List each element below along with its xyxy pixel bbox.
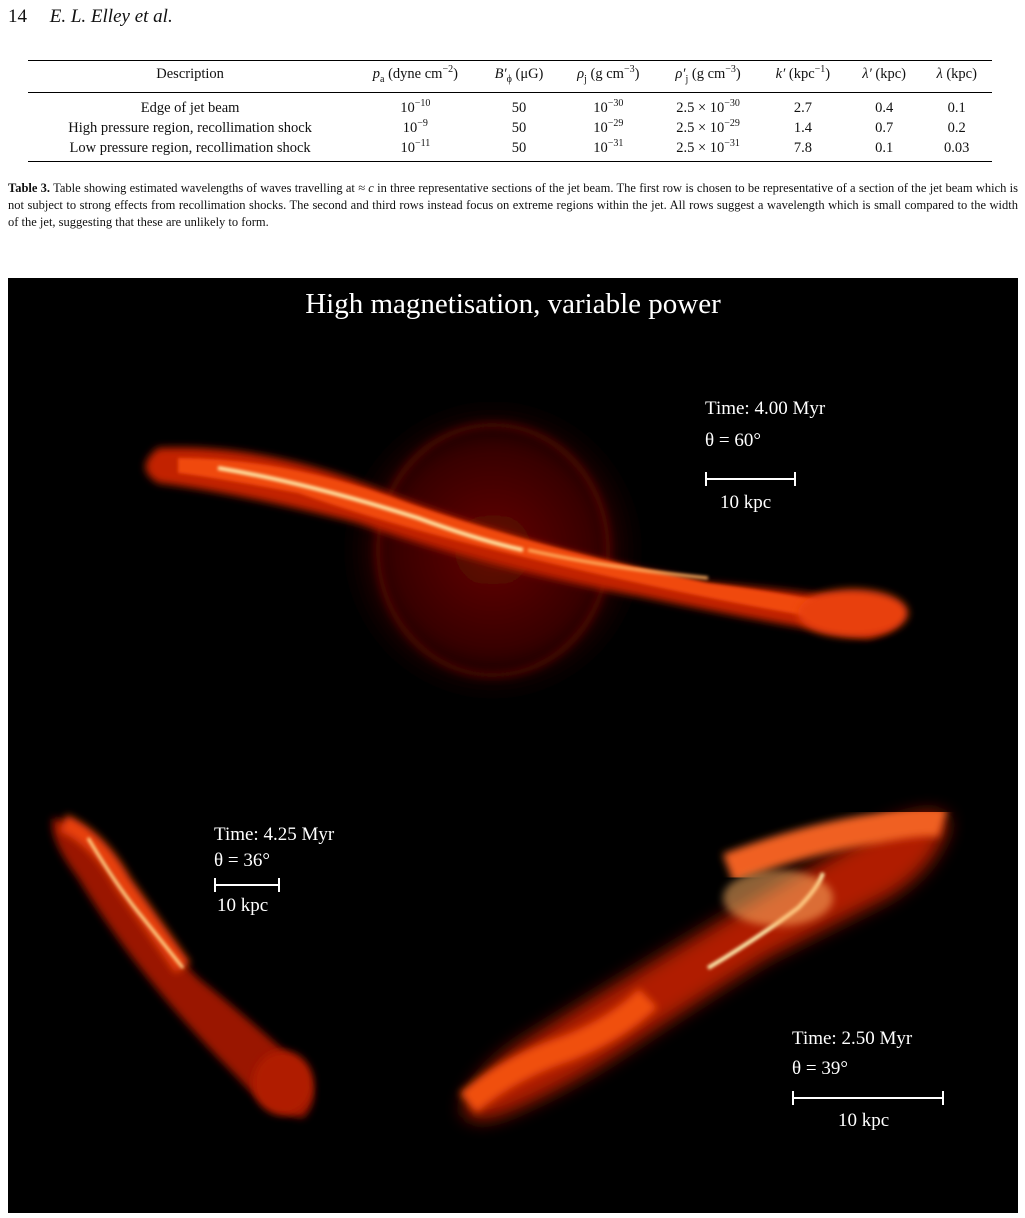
cell-rho: $10^{-29}$	[593, 118, 624, 136]
panel-2-annotation	[214, 822, 334, 874]
cell-rho: $10^{-30}$	[593, 98, 624, 116]
table-row	[28, 138, 992, 162]
panel-2-scale-bar	[214, 878, 280, 892]
caption-approx-c: ≈ c	[358, 181, 374, 195]
col-lambda-prime: λ′ (kpc)	[847, 61, 922, 93]
cell-b: 50	[511, 120, 527, 136]
cell-rho-prime: $2.5 \times 10^{-31}$	[657, 138, 759, 162]
cell-pa: $10^{-10}$	[400, 98, 431, 116]
col-rho-prime: $\rho'_j$ (g $cm^{-3}$)	[657, 61, 759, 93]
col-k-prime: k′ (kpc$^{-1}$)	[759, 61, 847, 93]
cell-desc: High pressure region, recollimation shock	[68, 120, 312, 136]
col-rho: $\rho_j$ (g $cm^{-3}$)	[559, 61, 657, 93]
cell-l: 0.1	[947, 100, 966, 116]
panel-1-scale-bar	[705, 472, 796, 486]
cell-lp: 0.7	[875, 120, 894, 136]
page-number: 14	[8, 6, 27, 27]
panel-2-scale-label: 10 kpc	[217, 895, 269, 916]
simulation-figure	[8, 278, 1018, 1213]
table-caption: Table 3. Table showing estimated wavelengths of waves travelling at ≈ c in three representative sections of the jet beam. The first row is chosen to be representative of a section of the jet beam which is not subject to strong effects from recollimation shocks. The second and third rows instead focus on extreme regions within the jet. All rows suggest a wavelength which is small compared to the width of the jet, suggesting that these are unlikely to form.	[8, 181, 1018, 229]
cell-k: 7.8	[759, 138, 847, 162]
caption-label: Table 3.	[8, 181, 51, 195]
panel-1-annotation	[705, 396, 825, 454]
authors: E. L. Elley et al.	[49, 6, 173, 27]
panel-1-scale-label: 10 kpc	[720, 492, 772, 513]
col-description: Description	[28, 61, 352, 93]
panel-3-scale-label: 10 kpc	[838, 1110, 890, 1131]
cell-l: 0.2	[947, 120, 966, 136]
cell-lp: 0.1	[847, 138, 922, 162]
cell-rho-prime: $2.5 \times 10^{-29}$	[676, 118, 740, 136]
panel-3-annotation	[792, 1026, 912, 1082]
cell-lp: 0.4	[875, 100, 894, 116]
panel-3-angle: θ = 39°	[792, 1058, 848, 1079]
cell-rho-prime: $2.5 \times 10^{-30}$	[676, 98, 740, 116]
cell-b: 50	[511, 100, 527, 116]
cell-pa: $10^{-11}$	[352, 138, 478, 162]
cell-b: 50	[479, 138, 560, 162]
figure-title: High magnetisation, variable power	[305, 288, 721, 320]
col-pa: $p_a$ (dyne $cm^{-2}$)	[352, 61, 478, 93]
col-lambda: λ (kpc)	[921, 61, 992, 93]
table-row	[28, 93, 992, 119]
cell-k: 1.4	[793, 120, 812, 136]
panel-3-scale-bar	[792, 1091, 944, 1105]
running-head	[8, 6, 173, 28]
panel-1-angle: θ = 60°	[705, 430, 761, 451]
panel-3-time: Time: 2.50 Myr	[792, 1028, 913, 1049]
cell-k: 2.7	[793, 100, 812, 116]
cell-desc: Low pressure region, recollimation shock	[28, 138, 352, 162]
data-table	[28, 60, 992, 162]
cell-l: 0.03	[921, 138, 992, 162]
table-header-row	[28, 61, 992, 93]
table-row	[28, 118, 992, 138]
cell-desc: Edge of jet beam	[140, 100, 240, 116]
panel-2-angle: θ = 36°	[214, 850, 270, 871]
col-b: $B'_\phi$ (μG)	[479, 61, 560, 93]
cell-pa: $10^{-9}$	[402, 118, 428, 136]
cell-rho: $10^{-31}$	[559, 138, 657, 162]
panel-1-time: Time: 4.00 Myr	[705, 398, 826, 419]
panel-2-time: Time: 4.25 Myr	[214, 824, 335, 845]
